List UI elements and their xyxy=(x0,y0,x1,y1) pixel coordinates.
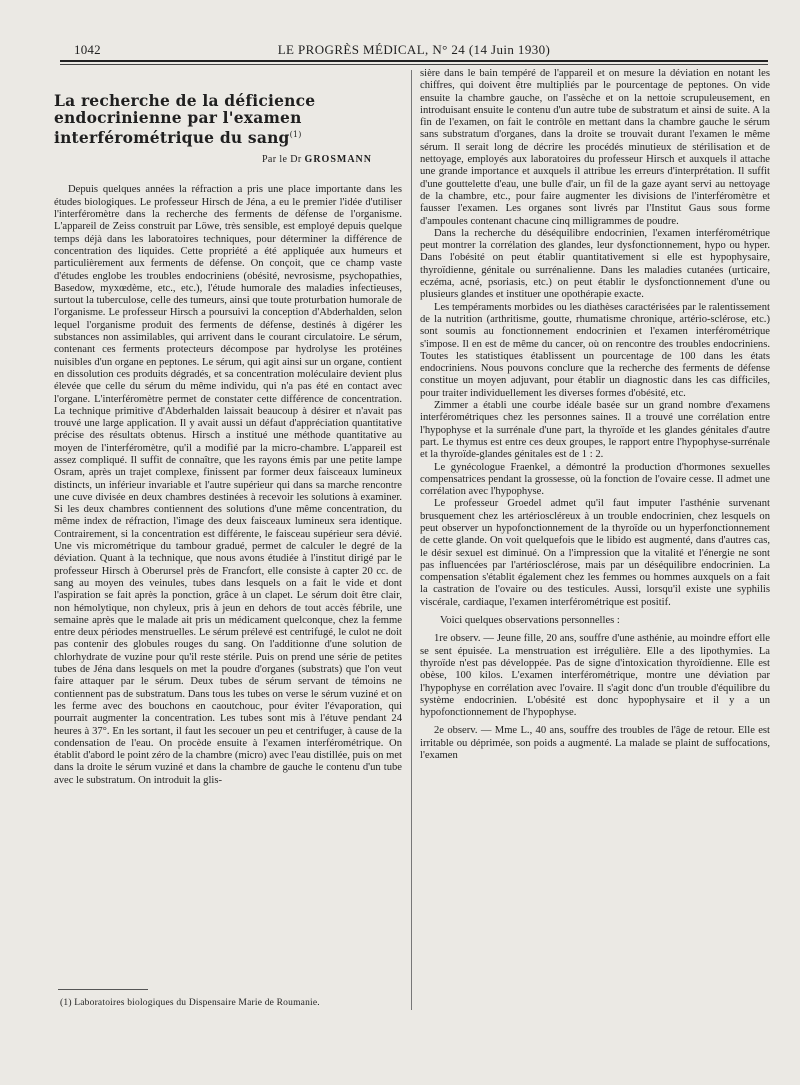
header-rule xyxy=(60,60,768,62)
body-paragraph: Depuis quelques années la réfraction a pris une place importante dans les études biologiques. Le professeur Hirsch de Jéna, a eu le premier l'idée d'utiliser l'interféromètre dans la recherche des ferments de défense de l'organisme. L'appareil de Zeiss construit par Löwe, très sensible, est employé depuis quelque temps déjà dans les laboratoires techniques, pour déterminer la différence de concentration des liquides. Cette propriété a été appliquée aux humeurs et particulièrement aux ferments de défense. On conçoit, que ce champ vaste d'études englobe les troubles endocriniens (obésité, nevrosisme, psychopathies, Basedow, myxœdème, etc., etc.), l'étude humorale des maladies infectieuses, surtout la tuberculose, celle des tumeurs, ainsi que toute proturbation humorale de l'organisme. Le professeur Hirsch a poursuivi la conception d'Abderhalden, selon lequel l'organisme produit des ferments de défense, destinés à digérer les substances non assimilables, qui arrivent dans le courant circulatoire. Le sérum, contenant ces ferments protecteurs décompose par hydrolyse les protéines nuisibles d'un organe en peptones. Le sérum, qui agit ainsi sur un organe, contient en dissolution ces produits dégradés, et sa concentration moléculaire devient plus élevée que celle du sérum du même individu, qui n'a pas été en contact avec l'organe. L'interféromètre permet de constater cette différence de concentration. La technique primitive d'Abderhalden laissait beaucoup à désirer et n'avait pas trouvé une large application. Il y avait aussi un défaut d'appréciation quantitative précise des résultats obtenus. Hirsch a institué une méthode quantitative au moyen de l'interféromètre, qu'il a modifié par la micro-chambre. L'appareil est assez compliqué. Il suffit de connaître, que les rayons émis par une petite lampe Osram, après un trajet complexe, finissent par former deux faisceaux lumineux distincts, un inférieur invariable et l'autre supérieur qui dans sa marche rencontre une cuve divisée en deux chambres destinées à recevoir les solutions à examiner. Si les deux chambres contiennent des solutions d'une même concentration, du même index de réfraction, l'image des deux faisceaux lumineux sera identique. Contrairement, si la concentration est différente, le faisceau supérieur sera dévié. Une vis micrométrique du tambour gradué, permet de calculer le degré de la déviation. Quant à la technique, que nous avons étudiée à l'institut dirigé par le professeur Hirsch à Oberursel près de Francfort, elle consiste à capter 20 cc. de sang au moyen des veinules, tubes dans lesquels on a fait le vide et dont l'aspiration se fait après la ponction, grâce à un clapet. Le sérum doit être clair, non hémolytique, non chyleux, pris à jeun en dehors de tout accès fébrile, une semaine après que le malade ait pris un médicament quelconque, chez la femme entre deux périodes menstruelles. Le sérum prélevé est centrifugé, le culot ne doit pas contenir des globules rouges du sang. On l'additionne d'une solution de chlorhydrate de vuzine pour qu'il reste stérile. Puis on prend une série de petites tubes de Jéna dans lesquels on met la poudre d'organes (substrats) que l'on veut faire attaquer par le sérum. Deux tubes de sérum servant de témoins ne contiennent pas de substratum. Dans tous les tubes on verse le sérum vuziné et on les ferme avec des bouchons en caoutchouc, pour éviter l'évaporation, qui pourrait augmenter la concentration. Les tubes sont mis à l'étuve pendant 24 heures à 37°. En les sortant, il faut les secouer un peu et centrifuger, à cause de la condensation de l'eau. On procède ensuite à l'examen interférométrique. On établit d'abord le point zéro de la chambre (micro) avec l'eau distillée, puis on met dans la droite le sérum vuziné et dans la chambre de gauche le contenu d'un tube avec le substratum. On introduit la glis- xyxy=(54,184,402,786)
body-paragraph: Zimmer a établi une courbe idéale basée sur un grand nombre d'examens interférométriques chez les personnes saines. Il a trouvé une corrélation entre l'hypophyse et la surrénale d'une part, la thyroïde et les glandes génitales d'autre part. Le thymus est entre ces deux groupes, le rapport entre l'hypophyse-surrénale et la thyroïde-glandes génitales est de 1 : 2. xyxy=(420,400,770,461)
footnote: (1) Laboratoires biologiques du Dispensaire Marie de Roumanie. xyxy=(60,998,320,1008)
body-paragraph: Les tempéraments morbides ou les diathèses caractérisées par le ralentissement de la nutrition (arthritisme, goutte, rhumatisme chronique, artério-sclérose, etc.) sont soumis au fonctionnement endocrinien et l'examen interférométrique s'impose. Il en est de même du cancer, où on rencontre des troubles endocriniens. Toutes les statistiques établissent un pourcentage de 100 dans les états endocriniens. Nous pouvons conclure que la recherche des ferments de défense constitue un moyen adjuvant, pour établir un diagnostic dans les cas difficiles, pour traiter individuellement les diverses formes d'obésité, etc. xyxy=(420,301,770,399)
author-name: GROSMANN xyxy=(304,154,372,166)
journal-title: LE PROGRÈS MÉDICAL, N° 24 (14 Juin 1930) xyxy=(277,42,551,57)
body-paragraph: sière dans le bain tempéré de l'appareil et on mesure la déviation en notant les chiffres, qui doivent être multipliés par le pourcentage de peptones. On vide ensuite la chambre gauche, on l'assèche et on la nettoie scrupuleusement, en introduisant ensuite le contenu d'un autre tube de substratum et ainsi de suite. A la fin de l'examen, on fait le contrôle en mettant dans la chambre gauche le sérum sans substratum d'organes, dans la droite se trouvait durant l'examen le même sérum. Il serait long de décrire les procédés minutieux de stérilisation et de nettoyage, employés aux laboratoires du professeur Hirsch et auxquels il attache une grande importance et auxquels il attribue les erreurs d'interprétation. Il suffit d'une gouttelette d'eau, une bulle d'air, un fil de la gaze ayant servi au nettoyage de la chambre, etc., pour faire augmenter les divisions de l'interféromètre et fausser l'examen. Les organes sont livrés par l'Institut Gaus sous forme d'ampoules contenant chacune cinq milligrammes de poudre. xyxy=(420,68,770,227)
page-number: 1042 xyxy=(74,42,101,57)
column-separator xyxy=(411,70,412,1010)
footnote-rule xyxy=(58,989,148,990)
body-paragraph: Le professeur Groedel admet qu'il faut imputer l'asthénie survenant brusquement chez les artérioscléreux à un trouble endocrinien, chez lesquels on peut observer un hypofonctionnement de la thyroïde ou un hyperfonctionnement de cette glande. On voit quelquefois que le libido est augmenté, dans d'autres cas, le désir sexuel est diminué. On a l'impression que la vitalité et l'énergie ne sont pas influencées par l'artériosclérose, mais par un déséquilibre endocrinien. La compensation s'établit également chez les femmes ou hommes auxquels on a fait la castration de l'ovaire ou des testicules. Aussi, lorsqu'il existe une syphilis viscérale, cardiaque, l'examen interférométrique est positif. xyxy=(420,498,770,608)
byline-prefix: Par le Dr xyxy=(261,154,302,166)
body-paragraph: Dans la recherche du déséquilibre endocrinien, l'examen interférométrique peut montrer la corrélation des glandes, leur dysfonctionnement, hypo ou hyper. Dans l'obésité on peut établir quantitativement si elle est hypophysaire, thyroïdienne, génitale ou surrénalienne. Dans les maladies cutanées (urticaire, eczéma, acné, psoriasis, etc.) on peut établir le dysfonctionnement d'une ou plusieurs glandes et instituer une opothérapie exacte. xyxy=(420,227,770,301)
observation-2: 2e observ. — Mme L., 40 ans, souffre des troubles de l'âge de retour. Elle est irritable ou déprimée, son poids a augmenté. La malade se plaint de suffocations, l'examen xyxy=(420,725,770,762)
header-rule-thin xyxy=(60,64,768,65)
left-column xyxy=(54,86,402,787)
byline xyxy=(54,154,372,166)
observation-1: 1re observ. — Jeune fille, 20 ans, souffre d'une asthénie, au moindre effort elle se sent épuisée. La menstruation est irrégulière. Elle a des lipothymies. La thyroïde n'est pas développée. Pas de signe d'intoxication thyroïdienne. Elle est obèse, 100 kilos. L'examen interférométrique, montre une déviation par l'hypophyse en corrélation avec l'ovaire. Il s'agit donc d'un trouble d'équilibre du système endocrinien. L'obésité est donc hypophysaire et il y a un hypofonctionnement de l'hypophyse. xyxy=(420,633,770,719)
title-footnote-marker: (1) xyxy=(289,130,302,139)
article-title: La recherche de la déficience endocrinienne par l'examen interférométrique du sang$^{(1)}$ xyxy=(54,91,316,148)
right-column xyxy=(420,68,770,762)
observations-intro: Voici quelques observations personnelles : xyxy=(440,615,620,627)
running-header xyxy=(60,42,768,60)
body-paragraph: Le gynécologue Fraenkel, a démontré la production d'hormones sexuelles compensatrices pendant la grossesse, où la fonction de l'ovaire cesse. Il admet une corrélation avec l'hypophyse. xyxy=(420,461,770,498)
